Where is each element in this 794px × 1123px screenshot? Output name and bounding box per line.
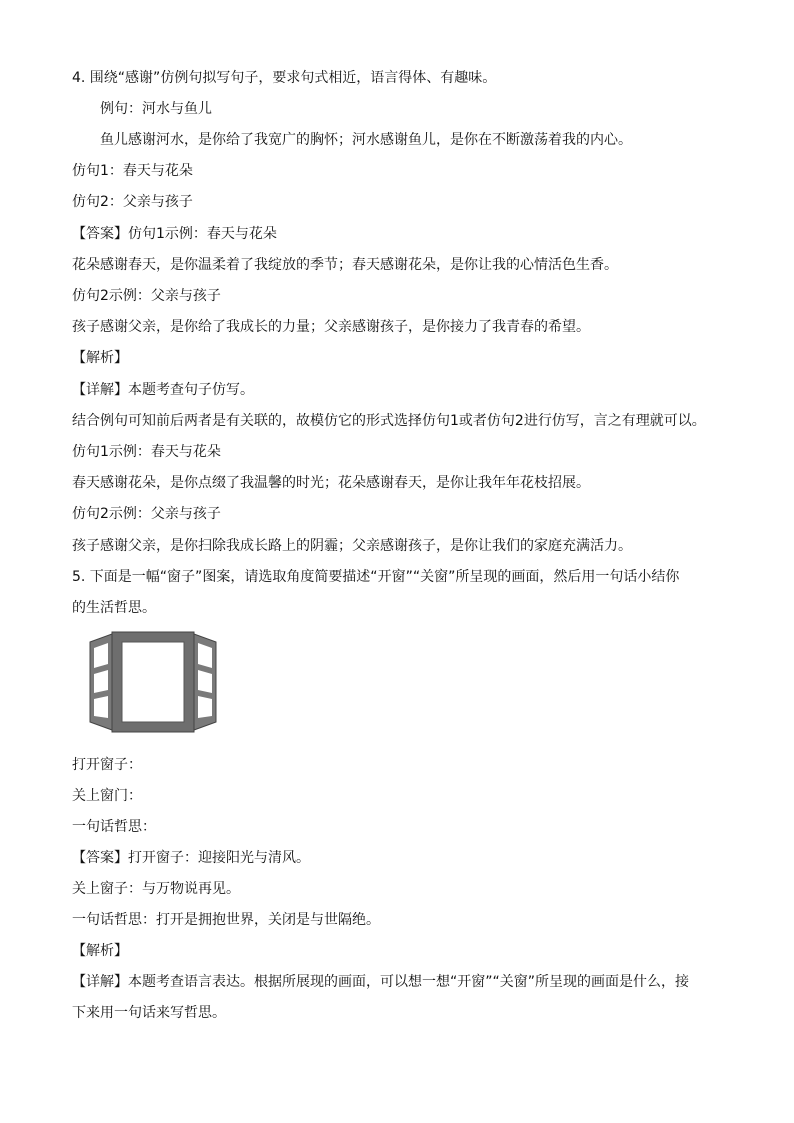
q4-answer-line-4: 孩子感谢父亲，是你给了我成长的力量；父亲感谢孩子，是你接力了我青春的希望。: [72, 319, 590, 335]
q4-imitation-2: 仿句2：父亲与孩子: [72, 194, 193, 210]
q4-example-label: 例句：河水与鱼儿: [100, 101, 212, 117]
q4-example-text: 鱼儿感谢河水，是你给了我宽广的胸怀；河水感谢鱼儿，是你在不断激荡着我的内心。: [100, 132, 632, 148]
q5-detail-line-2: 下来用一句话来写哲思。: [72, 1005, 226, 1021]
q4-answer-line-1: 【答案】仿句1示例：春天与花朵: [72, 226, 277, 242]
q5-blank-philosophy: 一句话哲思：: [72, 819, 156, 835]
q5-prompt-line-2: 的生活哲思。: [72, 600, 156, 616]
q5-detail-line-1: 【详解】本题考查语言表达。根据所展现的画面，可以想一想“开窗”“关窗”所呈现的画面是什么，接: [72, 974, 690, 990]
q4-detail-line-3: 仿句1示例：春天与花朵: [72, 444, 221, 460]
q4-detail-line-2: 结合例句可知前后两者是有关联的，故模仿它的形式选择仿句1或者仿句2进行仿写，言之有理就可以。: [72, 413, 706, 429]
right-shutter-glass-2: [198, 670, 212, 693]
q4-detail-line-5: 仿句2示例：父亲与孩子: [72, 506, 221, 522]
q4-answer-line-2: 花朵感谢春天，是你温柔着了我绽放的季节；春天感谢花朵，是你让我的心情活色生香。: [72, 257, 618, 273]
q4-detail-line-4: 春天感谢花朵，是你点缀了我温馨的时光；花朵感谢春天，是你让我年年花枝招展。: [72, 475, 590, 491]
q5-answer-line-1: 【答案】打开窗子：迎接阳光与清风。: [72, 850, 310, 866]
left-shutter-glass-2: [94, 670, 108, 693]
left-shutter-glass-3: [94, 696, 108, 718]
q5-blank-open: 打开窗子：: [72, 757, 142, 773]
q5-answer-line-2: 关上窗子：与万物说再见。: [72, 881, 240, 897]
q4-imitation-1: 仿句1：春天与花朵: [72, 163, 193, 179]
q4-answer-line-3: 仿句2示例：父亲与孩子: [72, 288, 221, 304]
q4-detail-line-6: 孩子感谢父亲，是你扫除我成长路上的阴霾；父亲感谢孩子，是你让我们的家庭充满活力。: [72, 538, 632, 554]
window-illustration: [86, 628, 220, 736]
window-opening: [122, 642, 184, 722]
q5-answer-line-3: 一句话哲思：打开是拥抱世界，关闭是与世隔绝。: [72, 912, 380, 928]
q5-blank-close: 关上窗门：: [72, 788, 142, 804]
q5-prompt-line-1: 5. 下面是一幅“窗子”图案，请选取角度简要描述“开窗”“关窗”所呈现的画面，然后用一句话小结你: [72, 569, 680, 585]
q5-analysis-heading: 【解析】: [72, 943, 128, 959]
right-shutter-glass-3: [198, 696, 212, 718]
q4-prompt: 4. 围绕“感谢”仿例句拟写句子，要求句式相近，语言得体、有趣味。: [72, 70, 497, 86]
q4-analysis-heading: 【解析】: [72, 350, 128, 366]
q4-detail-line-1: 【详解】本题考查句子仿写。: [72, 382, 254, 398]
